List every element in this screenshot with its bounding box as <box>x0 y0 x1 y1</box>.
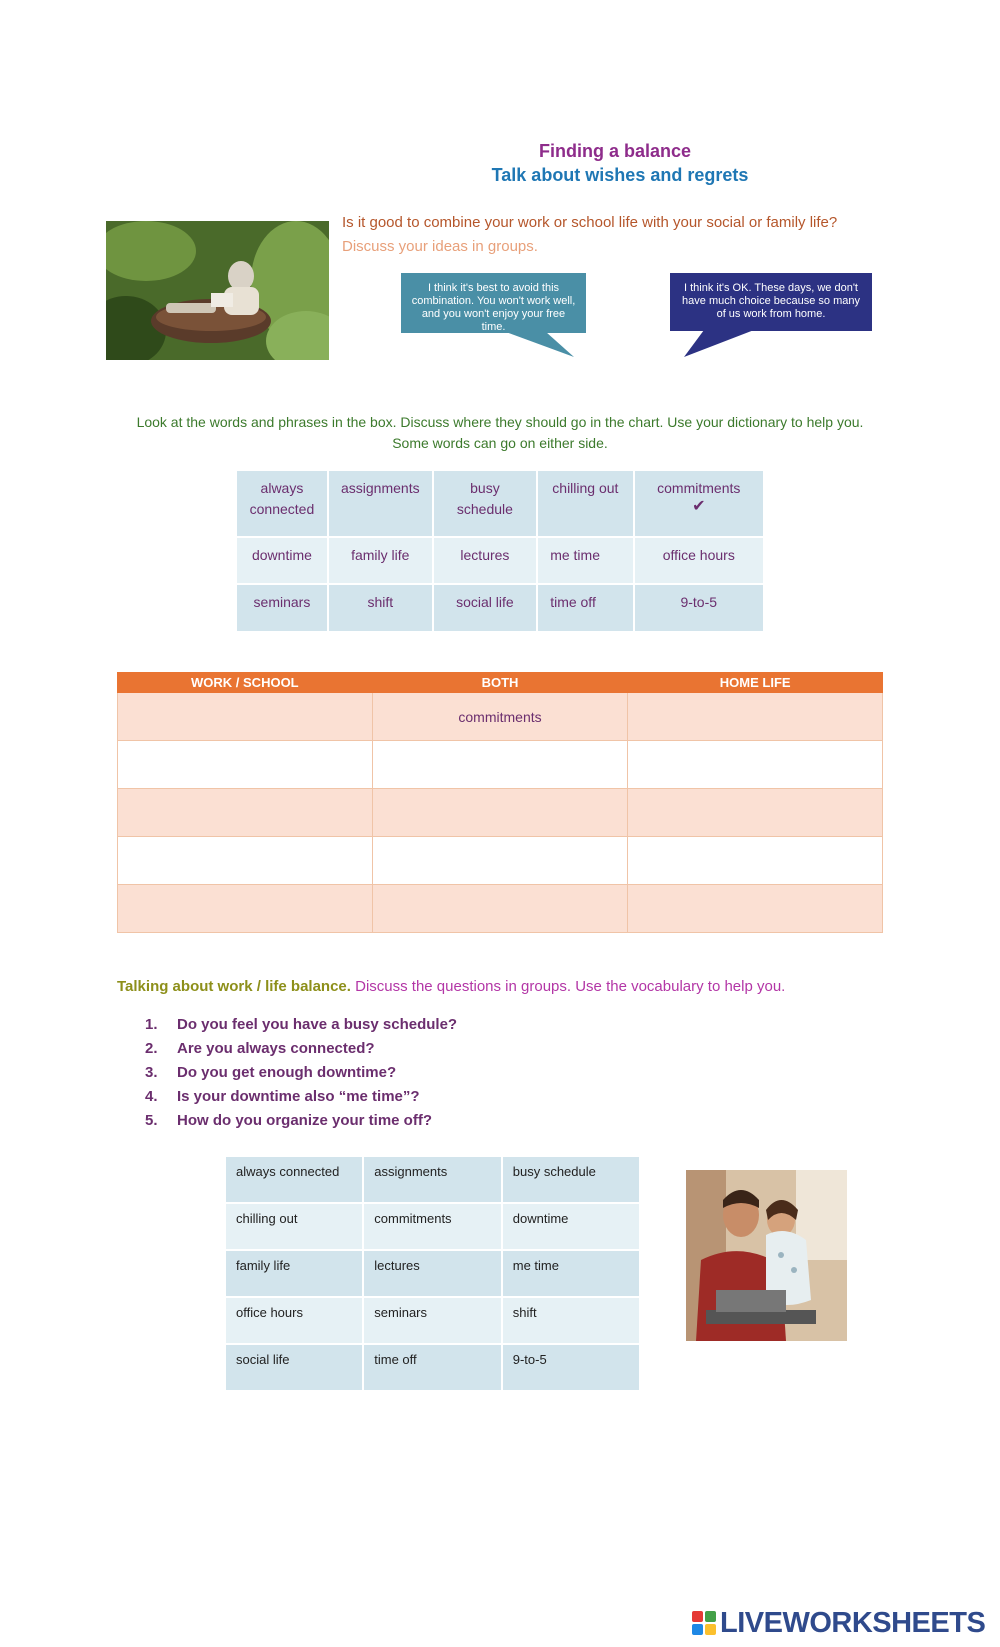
word-label: commitments <box>657 480 741 496</box>
question-text: How do you organize your time off? <box>177 1112 432 1129</box>
discussion-lead: Talking about work / life balance. <box>117 978 351 995</box>
liveworksheets-logo-icon <box>692 1611 716 1635</box>
word-box-cell: shift <box>328 584 433 632</box>
vocab-cell: 9-to-5 <box>502 1344 640 1391</box>
question-number: 3. <box>145 1064 158 1081</box>
question-number: 4. <box>145 1088 158 1105</box>
question-text: Do you feel you have a busy schedule? <box>177 1016 458 1033</box>
vocab-cell: commitments <box>363 1203 501 1250</box>
word-box-cell: me time <box>537 537 633 584</box>
chart-example-cell: commitments <box>372 693 628 741</box>
word-box <box>235 469 765 633</box>
table-row <box>225 1156 640 1203</box>
chart-header-both: BOTH <box>372 673 628 693</box>
word-box-cell: seminars <box>236 584 328 632</box>
question-text: Are you always connected? <box>177 1040 375 1057</box>
word-box-cell: downtime <box>236 537 328 584</box>
intro-instruction: Discuss your ideas in groups. <box>342 238 538 255</box>
chart-drop-cell[interactable] <box>372 885 628 933</box>
vocab-cell: seminars <box>363 1297 501 1344</box>
intro-question: Is it good to combine your work or school life with your social or family life? <box>342 214 838 231</box>
vocab-cell: social life <box>225 1344 363 1391</box>
table-row <box>225 1344 640 1391</box>
chart-drop-cell[interactable] <box>118 693 373 741</box>
chart-row <box>118 789 883 837</box>
list-item <box>145 1037 745 1061</box>
chart-row <box>118 741 883 789</box>
chart-row <box>118 885 883 933</box>
speech-bubble-avoid: I think it's best to avoid this combination. You won't work well, and you won't enjoy your free time. <box>401 273 586 333</box>
chart-drop-cell[interactable] <box>118 885 373 933</box>
father-and-child-photo <box>686 1170 847 1341</box>
word-label: assignments <box>340 480 420 496</box>
word-box-cell: time off <box>537 584 633 632</box>
word-box-cell: 9-to-5 <box>634 584 764 632</box>
word-box-cell <box>537 470 633 537</box>
table-row <box>225 1297 640 1344</box>
chart-header-work-school: WORK / SCHOOL <box>118 673 373 693</box>
question-number: 1. <box>145 1016 158 1033</box>
vocab-cell: lectures <box>363 1250 501 1297</box>
word-box-cell <box>433 470 538 537</box>
chart-drop-cell[interactable] <box>628 837 883 885</box>
word-label: always connected <box>249 480 315 517</box>
speech-bubble-tail-icon <box>684 330 754 357</box>
word-box-cell: lectures <box>433 537 538 584</box>
chart-header-row <box>118 673 883 693</box>
word-box-cell <box>328 470 433 537</box>
chart-row <box>118 837 883 885</box>
vocab-cell: always connected <box>225 1156 363 1203</box>
discussion-instruction: Discuss the questions in groups. Use the vocabulary to help you. <box>355 978 786 995</box>
chart-drop-cell[interactable] <box>372 837 628 885</box>
vocab-cell: me time <box>502 1250 640 1297</box>
list-item <box>145 1061 745 1085</box>
liveworksheets-logo <box>692 1606 992 1640</box>
word-box-row <box>236 470 764 537</box>
chart-drop-cell[interactable] <box>628 693 883 741</box>
table-row <box>225 1203 640 1250</box>
table-row <box>225 1250 640 1297</box>
vocabulary-table <box>224 1155 641 1392</box>
question-list <box>145 1013 745 1133</box>
woman-reading-photo <box>106 221 329 360</box>
vocab-cell: chilling out <box>225 1203 363 1250</box>
list-item <box>145 1085 745 1109</box>
question-text: Is your downtime also “me time”? <box>177 1088 420 1105</box>
task-instruction-line2: Some words can go on either side. <box>392 435 608 451</box>
page-subtitle: Talk about wishes and regrets <box>491 165 749 185</box>
chart-drop-cell[interactable] <box>118 741 373 789</box>
chart-drop-cell[interactable] <box>628 741 883 789</box>
chart-drop-cell[interactable] <box>118 837 373 885</box>
word-box-cell: social life <box>433 584 538 632</box>
task-instruction <box>110 412 890 454</box>
question-number: 5. <box>145 1112 158 1129</box>
speech-bubble-ok: I think it's OK. These days, we don't have much choice because so many of us work from home. <box>670 273 872 331</box>
word-box-cell <box>634 470 764 537</box>
list-item <box>145 1109 745 1133</box>
speech-bubble-tail-icon <box>506 332 574 357</box>
question-number: 2. <box>145 1040 158 1057</box>
word-box-cell <box>236 470 328 537</box>
vocab-cell: busy schedule <box>502 1156 640 1203</box>
list-item <box>145 1013 745 1037</box>
sorting-chart <box>117 672 883 933</box>
task-instruction-line1: Look at the words and phrases in the box. Discuss where they should go in the chart. Use your dictionary to help you. <box>136 414 864 430</box>
word-box-cell: office hours <box>634 537 764 584</box>
chart-drop-cell[interactable] <box>628 789 883 837</box>
word-label: chilling out <box>552 480 619 496</box>
vocab-cell: shift <box>502 1297 640 1344</box>
chart-drop-cell[interactable] <box>372 741 628 789</box>
vocab-cell: assignments <box>363 1156 501 1203</box>
vocab-cell: family life <box>225 1250 363 1297</box>
word-box-row <box>236 537 764 584</box>
discussion-heading <box>117 978 917 995</box>
vocab-cell: office hours <box>225 1297 363 1344</box>
vocab-cell: downtime <box>502 1203 640 1250</box>
word-box-cell: family life <box>328 537 433 584</box>
logo-text: LIVEWORKSHEETS <box>720 1607 986 1639</box>
chart-header-home-life: HOME LIFE <box>628 673 883 693</box>
chart-drop-cell[interactable] <box>118 789 373 837</box>
word-box-row <box>236 584 764 632</box>
chart-row <box>118 693 883 741</box>
chart-drop-cell[interactable] <box>628 885 883 933</box>
word-label: busy schedule <box>456 480 513 517</box>
page-title: Finding a balance <box>538 141 692 161</box>
chart-drop-cell[interactable] <box>372 789 628 837</box>
checkmark-icon: ✔ <box>692 498 706 515</box>
question-text: Do you get enough downtime? <box>177 1064 397 1081</box>
vocab-cell: time off <box>363 1344 501 1391</box>
